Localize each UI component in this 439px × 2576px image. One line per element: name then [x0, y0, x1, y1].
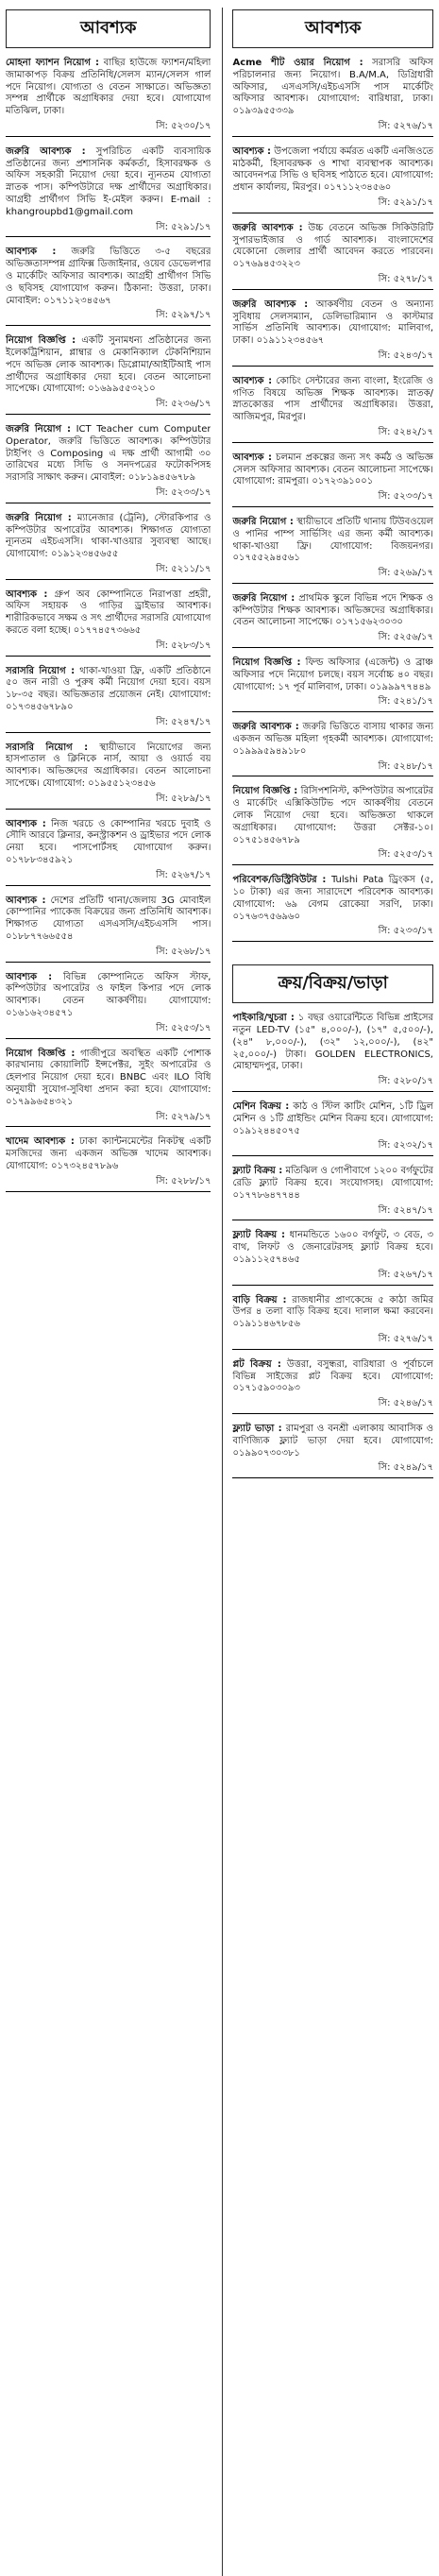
ad-reference: সি: ৫২৬৭/১৭	[232, 1270, 433, 1286]
ad-body: বিভিন্ন কোম্পানিতে অফিস স্টাফ, কম্পিউটার অপারেটর ও ফাইল কিপার পদে লোক আবশ্যক। বেতন আকর্ষণীয়। যোগাযোগ: ০১৬১৬২৩৪৫৭১	[6, 971, 211, 1018]
ad-reference: সি: ৫২৪৭/১৭	[232, 1205, 433, 1221]
classified-ad	[232, 786, 433, 865]
ad-title: ফ্ল্যাট বিক্রয় :	[232, 1230, 285, 1241]
ad-title: বাড়ি বিক্রয় :	[232, 1294, 287, 1305]
ad-title: খাদেম আবশ্যক :	[6, 1136, 75, 1148]
classified-ad	[232, 875, 433, 942]
ad-reference: সি: ৫২৫৩/১৭	[6, 1023, 211, 1039]
ad-body: ফিল্ড অফিসার (এজেন্ট) ও ব্রাঞ্চ অফিসার পদে নিয়োগ চলছে। বয়স সর্বোচ্চ ৪০ বছর। যোগাযোগ: ১৭ পূর্ব মালিবাগ, ঢাকা। ০১৯৯৯৭৭৪৪৯	[232, 657, 433, 692]
ad-title: আবশ্যক :	[6, 971, 53, 982]
ad-body: ICT Teacher cum Computer Operator, জরুরি ভিত্তিতে আবশ্যক। কম্পিউটার টাইপিং ও Composing এ দক্ষ প্রার্থী আগামী ৩০ তারিখের মধ্যে সিভি ও সনদপত্রের ফটোকপিসহ সরাসরি সাক্ষাৎ করুন। মোবাইল: ০১৮১৯৪৫৬৭৮৯	[6, 423, 211, 484]
classified-ad	[232, 146, 433, 213]
ad-title: জরুরি আবশ্যক :	[6, 145, 86, 157]
ad-title: মেশিন বিক্রয় :	[232, 1101, 290, 1112]
ad-reference: সি: ৫২৪৩/১৭	[232, 350, 433, 367]
ad-body: রামপুরা ও বনশ্রী এলাকায় আবাসিক ও বাণিজ্যিক ফ্ল্যাট ভাড়া দেয়া হবে। যোগাযোগ: ০১৯৯০৭৩০৩৮১	[232, 1423, 433, 1459]
ad-title: আবশ্যক :	[232, 452, 272, 463]
classified-ad	[232, 223, 433, 290]
ad-reference: সি: ৫২৮০/১৭	[232, 1076, 433, 1092]
classified-ad	[232, 1359, 433, 1414]
ad-title: সরাসরি নিয়োগ :	[6, 665, 76, 676]
classified-ad	[6, 896, 211, 963]
ad-reference: সি: ৫২৮৩/১৭	[6, 640, 211, 657]
ad-title: জরুরি আবশ্যক :	[232, 299, 309, 310]
ad-reference: সি: ৫২৯১/১৭	[232, 197, 433, 213]
ad-reference: সি: ৫২৮৮/১৭	[6, 1176, 211, 1192]
classified-ad	[6, 58, 211, 137]
classified-ad	[232, 452, 433, 507]
ad-reference: সি: ৫২৯১/১৭	[6, 222, 211, 238]
classified-ad	[6, 513, 211, 580]
ad-title: জরুরি নিয়োগ :	[232, 516, 294, 527]
ad-title: পাইকারি/খুচরা :	[232, 1013, 295, 1024]
ad-title: আবশ্যক :	[6, 818, 46, 829]
ad-body: গাজীপুরে অবস্থিত একটি পোশাক কারখানায় কোয়ালিটি ইন্সপেক্টর, সুইং অপারেটর ও হেলপার নিয়োগ দেয়া হবে। BNBC এবং ILO বিধি অনুযায়ী সুযোগ-সুবিধা প্রদান করা হবে। যোগাযোগ: ০১৭৯৯৬৫৪৩২১	[6, 1048, 211, 1107]
ad-reference: সি: ৫২৮৯/১৭	[6, 793, 211, 810]
ad-title: নিয়োগ বিজ্ঞপ্তি :	[232, 657, 301, 669]
ad-reference: সি: ৫২৭৮/১৭	[232, 274, 433, 290]
ad-body: মতিঝিল ও গোপীবাগে ১২০০ বর্গফুটের রেডি ফ্ল্যাট বিক্রয় হবে। সংযোগসহ। যোগাযোগ: ০১৭৭৮৬৪৭৭৪৪	[232, 1166, 433, 1201]
ad-body: প্রাথমিক স্কুলে বিভিন্ন পদে শিক্ষক ও কম্পিউটার শিক্ষক আবশ্যক। অভিজ্ঞদের অগ্রাধিকার। বেতন আলোচনা সাপেক্ষে। ০১৭১৫৬২৩০৩০	[232, 592, 433, 628]
ad-body: স্থায়ীভাবে নিয়োগের জন্য হাসপাতাল ও ক্লিনিকে নার্স, আয়া ও ওয়ার্ড বয় আবশ্যক। অভিজ্ঞদের অগ্রাধিকার। বেতন আলোচনা সাপেক্ষে। যোগাযোগ: ০১৯৫৫১২৩৪৫৬	[6, 742, 211, 790]
ad-title: নিয়োগ বিজ্ঞপ্তি :	[232, 786, 298, 797]
ad-body: চলমান প্রকল্পের জন্য সৎ কর্মঠ ও অভিজ্ঞ সেলস অফিসার আবশ্যক। বেতন আলোচনা সাপেক্ষে। যোগাযোগ: রামপুরা। ০১৭২৩৯১০০১	[232, 452, 433, 487]
ad-title: নিয়োগ বিজ্ঞপ্তি :	[6, 335, 76, 347]
ad-body: Tulshi Pata ড্রিংকস (৫, ১০ টাকা) এর জন্য সারাদেশে পরিবেশক আবশ্যক। যোগাযোগ: ৬৯ বেগম রোকেয়া সরণি, ঢাকা। ০১৭৬৩৭৫৬৯৬০	[232, 875, 433, 922]
classified-ad	[6, 819, 211, 886]
classified-ad	[6, 335, 211, 415]
ad-reference: সি: ৫২৩৩/১৭	[232, 491, 433, 507]
ad-title: জরুরি নিয়োগ :	[232, 592, 295, 604]
classified-ad	[232, 299, 433, 367]
classified-ad	[6, 1136, 211, 1191]
classified-ad	[232, 1230, 433, 1285]
ad-title: পরিবেশক/ডিস্ট্রিবিউটর :	[232, 875, 327, 886]
ad-body: জরুরি ভিত্তিতে ৩-৫ বছরের অভিজ্ঞতাসম্পন্ন গ্রাফিক্স ডিজাইনার, ওয়েব ডেভেলপার ও মার্কেটিং অফিসার আবশ্যক। আগ্রহী প্রার্থীগণ সিভি ও ছবিসহ যোগাযোগ করুন। ঠিকানা: উত্তরা, ঢাকা। মোবাইল: ০১৭১১২৩৪৫৬৭	[6, 247, 211, 306]
ad-reference: সি: ৫২৩২/১৭	[232, 1140, 433, 1156]
ad-reference: সি: ৫২৪২/১৭	[232, 427, 433, 443]
ad-body: রাজধানীর প্রাণকেন্দ্রে ৫ কাঠা জমির উপর ৪ তলা বাড়ি বিক্রয় হবে। দালাল ক্ষমা করবেন। ০১৯১১৪৬৭৮৫৬	[232, 1294, 433, 1330]
classified-ad	[6, 146, 211, 238]
ad-reference: সি: ৫২৬৮/১৭	[6, 947, 211, 963]
ad-title: সরাসরি নিয়োগ :	[6, 742, 89, 753]
ad-title: ফ্ল্যাট বিক্রয় :	[232, 1166, 283, 1177]
ad-title: আবশ্যক :	[6, 247, 57, 258]
ad-reference: সি: ৫২৬৭/১৭	[6, 870, 211, 886]
ad-body: বাছির হাউজে ফ্যাশন/মহিলা জামাকাপড় বিক্রয় প্রতিনিধি/সেলস ম্যান/সেলস গার্ল পদে নিয়োগ। যোগ্যতা ও বেতন সাক্ষাতে। অভিজ্ঞতা সম্পন্ন প্রার্থীকে অগ্রাধিকার দেয়া হবে। যোগাযোগ মতিঝিল, ঢাকা।	[6, 58, 211, 117]
classified-ad	[6, 589, 211, 657]
ad-body: ম্যানেজার (ট্রেনি), স্টোরকিপার ও কম্পিউটার অপারেটর আবশ্যক। শিক্ষাগত যোগ্যতা ন্যূনতম এইচএসসি। থাকা-খাওয়ার সুব্যবস্থা আছে। যোগাযোগ: ০১৯১২৩৪৫৬৫৫	[6, 512, 211, 560]
classified-ad	[6, 742, 211, 810]
classified-ad	[232, 1013, 433, 1092]
ad-body: কোচিং সেন্টারের জন্য বাংলা, ইংরেজি ও গণিত বিষয়ে অভিজ্ঞ শিক্ষক আবশ্যক। স্নাতক/স্নাতকোত্তর পাস প্রার্থীদের অগ্রাধিকার। উত্তরা, আজিমপুর, মিরপুর।	[232, 375, 433, 423]
ad-body: উপজেলা পর্যায়ে কর্মরত একটি এনজিওতে মাঠকর্মী, হিসাবরক্ষক ও শাখা ব্যবস্থাপক আবশ্যক। আবেদনপত্র সিভি ও ছবিসহ পাঠাতে হবে। যোগাযোগ: প্রধান কার্যালয়, মিরপুর। ০১৭১১২৩৪৫৬০	[232, 145, 433, 194]
classified-ad	[6, 972, 211, 1039]
classified-ad	[232, 1166, 433, 1220]
market-section	[232, 964, 433, 1478]
section-header-right: আবশ্যক	[232, 9, 433, 48]
classified-ad	[232, 722, 433, 776]
ad-reference: সি: ৫২৫৩/১৭	[232, 849, 433, 865]
ad-body: আকর্ষণীয় বেতন ও অন্যান্য সুবিধায় সেলসম্যান, ডেলিভারিম্যান ও কাস্টমার সার্ভিস প্রতিনিধি আবশ্যক। যোগাযোগ: মালিবাগ, ঢাকা। ০১৯১১২৩৪৫৬৭	[232, 299, 433, 347]
ad-reference: সি: ৫২৪৮/১৭	[232, 761, 433, 777]
classified-ad	[6, 247, 211, 326]
ad-reference: সি: ৫২১১/১৭	[6, 564, 211, 580]
ad-title: মোহনা ফ্যাশন নিয়োগ :	[6, 58, 99, 68]
ad-reference: সি: ৫২৯৭/১৭	[6, 310, 211, 326]
ad-body: একটি সুনামধন্য প্রতিষ্ঠানের জন্য ইলেকট্রিশিয়ান, প্লাম্বার ও মেকানিক্যাল টেকনিশিয়ান পদে অভিজ্ঞ লোক আবশ্যক। ডিপ্লোমা/আইটিআই পাস প্রার্থীদের অগ্রাধিকার দেয়া হবে। বেতন আলোচনা সাপেক্ষে। যোগাযোগ: ০১৬৯৯৫৫৩২১০	[6, 335, 211, 395]
classified-ad	[232, 1424, 433, 1478]
ad-reference: সি: ৫২৩৩/১৭	[232, 926, 433, 942]
classified-ad	[232, 376, 433, 443]
ad-body: রিসিপশনিস্ট, কম্পিউটার অপারেটর ও মার্কেটিং এক্সিকিউটিভ পদে আকর্ষণীয় বেতনে লোক নিয়োগ দেয়া হবে। অভিজ্ঞতা থাকলে অগ্রাধিকার। যোগাযোগ: উত্তরা সেক্টর-১০। ০১৭৫১৪৫৬৭৮৯	[232, 786, 433, 845]
ad-reference: সি: ৫২৫৬/১৭	[232, 632, 433, 648]
ad-reference: সি: ৫২৩০/১৭	[6, 121, 211, 137]
classified-ad	[6, 666, 211, 733]
ad-title: জরুরি নিয়োগ :	[6, 423, 71, 435]
ad-title: আবশ্যক :	[232, 375, 273, 386]
classified-ad	[232, 657, 433, 712]
ad-title: প্লট বিক্রয় :	[232, 1358, 281, 1370]
ad-reference: সি: ৫২৪৭/১৭	[6, 717, 211, 733]
ad-reference: সি: ৫২৭৬/১৭	[232, 121, 433, 137]
ad-body: ১ বছর ওয়ারেন্টিতে বিভিন্ন প্রাইসের নতুন LED-TV (১৫" ৪,০০০/-), (১৭" ৫,৫০০/-), (২৪" ৮,০০০/-), (৩২" ১২,০০০/-), (৪২" ২৫,০০০/-) টাকা। GOLDEN ELECTRONICS, মোহাম্মদপুর, ঢাকা।	[232, 1013, 433, 1072]
ad-body: ধানমন্ডিতে ১৬০০ বর্গফুট, ৩ বেড, ৩ বাথ, লিফট ও জেনারেটরসহ ফ্ল্যাট বিক্রয় হবে। ০১৯১১২৫৭৪৬৫	[232, 1230, 433, 1265]
classified-ad	[232, 517, 433, 584]
classified-ad	[232, 593, 433, 648]
ad-body: কাঠ ও স্টিল কাটিং মেশিন, ১টি ড্রিল মেশিন ও ১টি গ্রাইন্ডিং মেশিন বিক্রয় হবে। যোগাযোগ: ০১৯১২৪৪৫০৭৫	[232, 1101, 433, 1136]
ad-title: জরুরি নিয়োগ :	[6, 512, 72, 523]
classified-ad	[232, 1101, 433, 1156]
ad-body: দেশের প্রতিটি থানা/জেলায় 3G মোবাইল কোম্পানির প্যাকেজ বিক্রয়ের জন্য প্রতিনিধি আবশ্যক। শিক্ষাগত যোগ্যতা এসএসসি/এইচএসসি পাস। ০১৮৮৭৭৬৬৫৫৪	[6, 895, 211, 943]
ad-title: আবশ্যক :	[232, 145, 272, 157]
right-column	[222, 8, 433, 2576]
ad-reference: সি: ৫২৪৯/১৭	[232, 1462, 433, 1478]
ad-reference: সি: ৫২৪১/১৭	[232, 696, 433, 712]
ad-body: ঢাকা ক্যান্টনমেন্টের নিকটস্থ একটি মসজিদের জন্য একজন অভিজ্ঞ খাদেম আবশ্যক। যোগাযোগ: ০১৭৩২৪৫৭৮৯৬	[6, 1136, 211, 1171]
section-header-market: ক্রয়/বিক্রয়/ভাড়া	[232, 964, 433, 1003]
section-header-left: আবশ্যক	[6, 9, 211, 48]
ad-reference: সি: ৫২৪৬/১৭	[232, 1398, 433, 1414]
classified-ad	[232, 1295, 433, 1350]
ad-title: Acme শীট ওয়ার নিয়োগ :	[232, 58, 363, 68]
ad-body: উত্তরা, বসুন্ধরা, বারিধারা ও পূর্বাচলে বিভিন্ন সাইজের প্লট বিক্রয় হবে। যোগাযোগ: ০১৭১৫৯০৩০৯৩	[232, 1358, 433, 1394]
left-column	[6, 8, 211, 2576]
ad-title: নিয়োগ বিজ্ঞপ্তি :	[6, 1048, 76, 1059]
ad-body: থাকা-খাওয়া ফ্রি, একটি প্রতিষ্ঠানে ৫০ জন নারী ও পুরুষ কর্মী নিয়োগ দেয়া হবে। বয়স ১৮-৩৫ বছর। অভিজ্ঞতার প্রয়োজন নেই। যোগাযোগ: ০১৭৩৪৫৬৭৮৯০	[6, 665, 211, 713]
ad-body: উচ্চ বেতনে অভিজ্ঞ সিকিউরিটি সুপারভাইজার ও গার্ড আবশ্যক। বাংলাদেশের যেকোনো জেলার প্রার্থী আবেদন করতে পারবেন। ০১৭৬৯৪৫৩২২৩	[232, 222, 433, 270]
ad-body: সরাসরি অফিস পরিচালনার জন্য নিয়োগ। B.A/M.A, ডিগ্রিধারী অফিসার, এসএসসি/এইচএসসি পাস মার্কেটিং অফিসার আবশ্যক। যোগাযোগ: বারিধারা, ঢাকা। ০১৯৩৯৫৫৩৩৯	[232, 58, 433, 117]
classified-ad	[6, 424, 211, 503]
ad-title: আবশ্যক :	[6, 895, 46, 906]
ad-reference: সি: ৫২৬৯/১৭	[232, 568, 433, 584]
ad-title: ফ্ল্যাট ভাড়া :	[232, 1423, 282, 1434]
ad-body: সুপরিচিত একটি ব্যবসায়িক প্রতিষ্ঠানের জন্য প্রশাসনিক কর্মকর্তা, হিসাবরক্ষক ও অফিস সহকারী নিয়োগ দেয়া হবে। ন্যূনতম যোগ্যতা স্নাতক পাস। কম্পিউটারে দক্ষ প্রার্থীদের অগ্রাধিকার। আগ্রহী প্রার্থীগণ সিভি ই-মেইল করুন। E-mail : khangroupbd1@gmail.com	[6, 145, 211, 217]
ad-title: জরুরি আবশ্যক :	[232, 222, 303, 233]
ad-reference: সি: ৫২৩৩/১৭	[6, 487, 211, 503]
ad-reference: সি: ৫২৭৬/১৭	[232, 1334, 433, 1350]
classified-ad	[6, 1049, 211, 1128]
ad-body: গ্রুপ অব কোম্পানিতে নিরাপত্তা প্রহরী, অফিস সহায়ক ও গাড়ির ড্রাইভার আবশ্যক। শারীরিকভাবে সক্ষম ও সৎ প্রার্থীদের সরাসরি যোগাযোগ করতে বলা হচ্ছে। ০১৭৭৪৫৭৩৬৬৫	[6, 589, 211, 637]
ad-title: আবশ্যক :	[6, 589, 48, 600]
ad-reference: সি: ৫২৩৬/১৭	[6, 399, 211, 415]
ad-body: স্থায়ীভাবে প্রতিটি থানায় টিউবওয়েল ও পানির পাম্প সার্ভিসিং এর জন্য কর্মী আবশ্যক। থাকা-খাওয়া ফ্রি। যোগাযোগ: বিজয়নগর। ০১৭৫৫২৯৪৫৬১	[232, 516, 433, 564]
ad-title: জরুরি আবশ্যক :	[232, 722, 299, 733]
ad-reference: সি: ৫২৭৯/১৭	[6, 1112, 211, 1128]
classified-ad	[232, 58, 433, 137]
ad-body: নিজ খরচে ও কোম্পানির খরচে দুবাই ও সৌদি আরবে ক্লিনার, কনস্ট্রাকশন ও ড্রাইভার পদে লোক নেয়া হবে। পাসপোর্টসহ যোগাযোগ করুন। ০১৭৮৮৩৪৫৯২১	[6, 818, 211, 866]
ad-body: জরুরি ভিত্তিতে বাসায় থাকার জন্য একজন অভিজ্ঞ মহিলা গৃহকর্মী আবশ্যক। যোগাযোগ: ০১৯৯৯৫৯৪৯১৮০	[232, 722, 433, 757]
